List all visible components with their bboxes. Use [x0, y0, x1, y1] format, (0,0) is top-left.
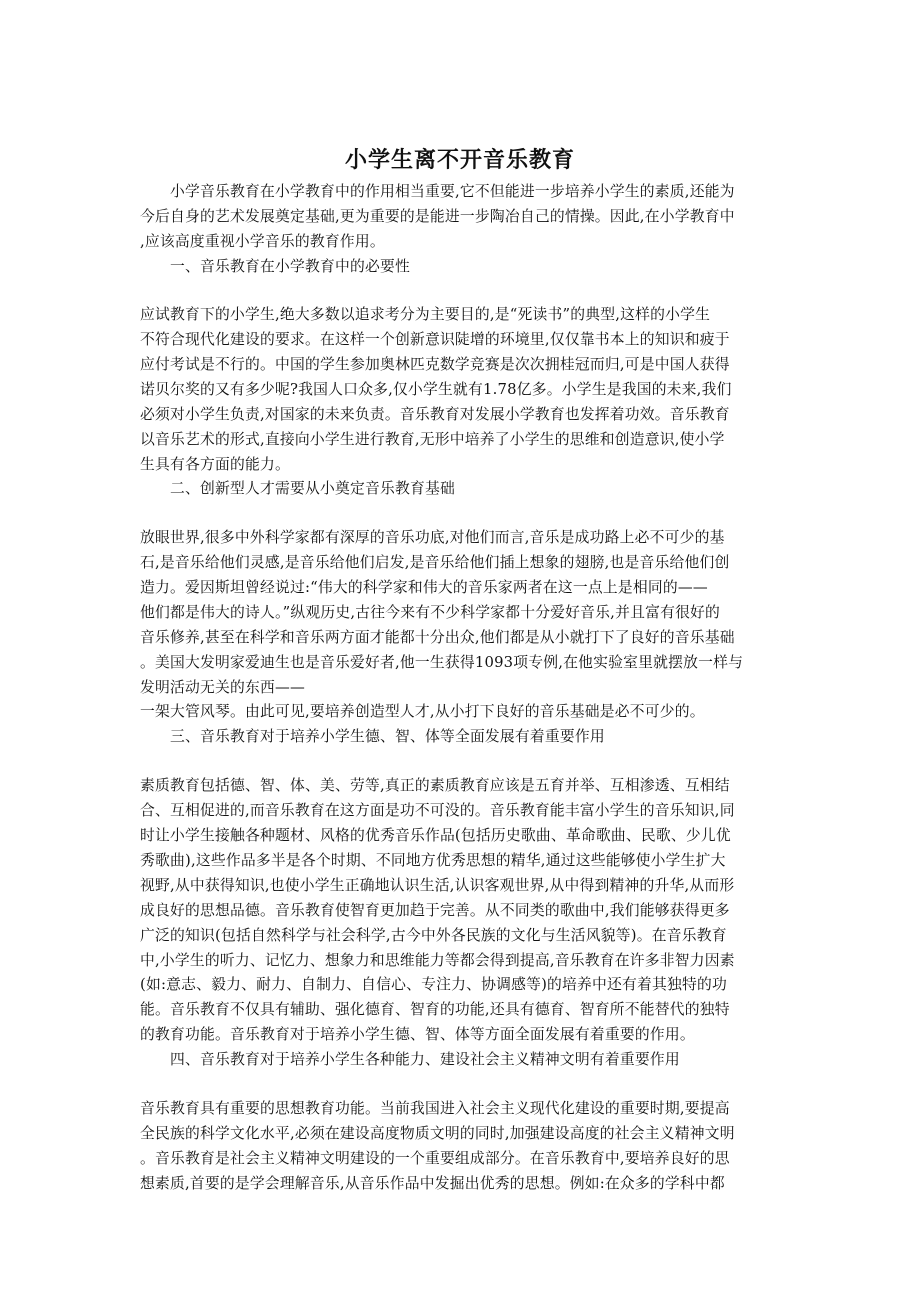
paragraph-line: 一架大管风琴。由此可见,要培养创造型人才,从小打下良好的音乐基础是必不可少的。	[140, 703, 705, 720]
paragraph-line: 视野,从中获得知识,也使小学生正确地认识生活,认识客观世界,从中得到精神的升华,从而形	[140, 877, 735, 894]
intro-line: 小学音乐教育在小学教育中的作用相当重要,它不但能进一步培养小学生的素质,还能为	[170, 183, 735, 200]
paragraph-line: 不符合现代化建设的要求。在这样一个创新意识陡增的环境里,仅仅靠书本上的知识和疲于	[140, 331, 730, 348]
paragraph-line: 能。音乐教育不仅具有辅助、强化德育、智育的功能,还具有德育、智育所不能替代的独特	[140, 1001, 730, 1018]
page-title: 小学生离不开音乐教育	[344, 147, 575, 173]
paragraph-line: 石,是音乐给他们灵感,是音乐给他们启发,是音乐给他们插上想象的翅膀,也是音乐给他们创	[140, 554, 730, 571]
paragraph-line: 秀歌曲),这些作品多半是各个时期、不同地方优秀思想的精华,通过这些能够使小学生扩大	[140, 852, 726, 869]
paragraph-line: 成良好的思想品德。音乐教育使智育更加趋于完善。从不同类的歌曲中,我们能够获得更多	[140, 902, 730, 919]
paragraph-line: 全民族的科学文化水平,必须在建设高度物质文明的同时,加强建设高度的社会主义精神文明	[140, 1125, 735, 1142]
paragraph-line: 他们都是伟大的诗人。”纵观历史,古往今来有不少科学家都十分爱好音乐,并且富有很好的	[140, 604, 721, 621]
paragraph-line: 应试教育下的小学生,绝大多数以追求考分为主要目的,是“死读书”的典型,这样的小学生	[140, 306, 711, 323]
paragraph-line: 音乐教育具有重要的思想教育功能。当前我国进入社会主义现代化建设的重要时期,要提高	[140, 1100, 730, 1117]
paragraph-line: 以音乐艺术的形式,直接向小学生进行教育,无形中培养了小学生的思维和创造意识,使小学	[140, 431, 725, 448]
paragraph-line: 广泛的知识(包括自然科学与社会科学,古今中外各民族的文化与生活风貌等)。在音乐教育	[140, 927, 727, 944]
paragraph-line: 中,小学生的听力、记忆力、想象力和思维能力等都会得到提高,音乐教育在许多非智力因素	[140, 952, 735, 969]
paragraph-line: 诺贝尔奖的又有多少呢?我国人口众多,仅小学生就有1.78亿多。小学生是我国的未来,我们	[140, 381, 732, 398]
section-heading: 三、音乐教育对于培养小学生德、智、体等全面发展有着重要作用	[170, 728, 605, 745]
section-heading: 一、音乐教育在小学教育中的必要性	[170, 258, 410, 275]
paragraph-line: (如:意志、毅力、耐力、自制力、自信心、专注力、协调感等)的培养中还有着其独特的功	[140, 976, 728, 993]
paragraph-line: 发明活动无关的东西——	[140, 679, 305, 696]
paragraph-line: 。音乐教育是社会主义精神文明建设的一个重要组成部分。在音乐教育中,要培养良好的思	[140, 1150, 730, 1167]
section-heading: 二、创新型人才需要从小奠定音乐教育基础	[170, 480, 455, 497]
paragraph-line: 造力。爱因斯坦曾经说过:“伟大的科学家和伟大的音乐家两者在这一点上是相同的——	[140, 579, 708, 596]
paragraph-line: 合、互相促进的,而音乐教育在这方面是功不可没的。音乐教育能丰富小学生的音乐知识,同	[140, 802, 735, 819]
paragraph-line: 放眼世界,很多中外科学家都有深厚的音乐功底,对他们而言,音乐是成功路上必不可少的基	[140, 529, 725, 546]
paragraph-line: 的教育功能。音乐教育对于培养小学生德、智、体等方面全面发展有着重要的作用。	[140, 1026, 695, 1043]
paragraph-line: 音乐修养,甚至在科学和音乐两方面才能都十分出众,他们都是从小就打下了良好的音乐基础	[140, 629, 735, 646]
paragraph-line: 应付考试是不行的。中国的学生参加奥林匹克数学竞赛是次次拥桂冠而归,可是中国人获得	[140, 356, 730, 373]
intro-line: ,应该高度重视小学音乐的教育作用。	[140, 233, 385, 250]
paragraph-line: 。美国大发明家爱迪生也是音乐爱好者,他一生获得1093项专例,在他实验室里就摆放一样与	[140, 654, 744, 671]
section-heading: 四、音乐教育对于培养小学生各种能力、建设社会主义精神文明有着重要作用	[170, 1051, 680, 1068]
paragraph-line: 生具有各方面的能力。	[140, 456, 290, 473]
intro-line: 今后自身的艺术发展奠定基础,更为重要的是能进一步陶冶自己的情操。因此,在小学教育中	[140, 208, 735, 225]
paragraph-line: 想素质,首要的是学会理解音乐,从音乐作品中发掘出优秀的思想。例如:在众多的学科中都	[140, 1175, 725, 1192]
paragraph-line: 素质教育包括德、智、体、美、劳等,真正的素质教育应该是五育并举、互相渗透、互相结	[140, 777, 730, 794]
paragraph-line: 时让小学生接触各种题材、风格的优秀音乐作品(包括历史歌曲、革命歌曲、民歌、少儿优	[140, 827, 731, 844]
paragraph-line: 必须对小学生负责,对国家的未来负责。音乐教育对发展小学教育也发挥着功效。音乐教育	[140, 406, 730, 423]
